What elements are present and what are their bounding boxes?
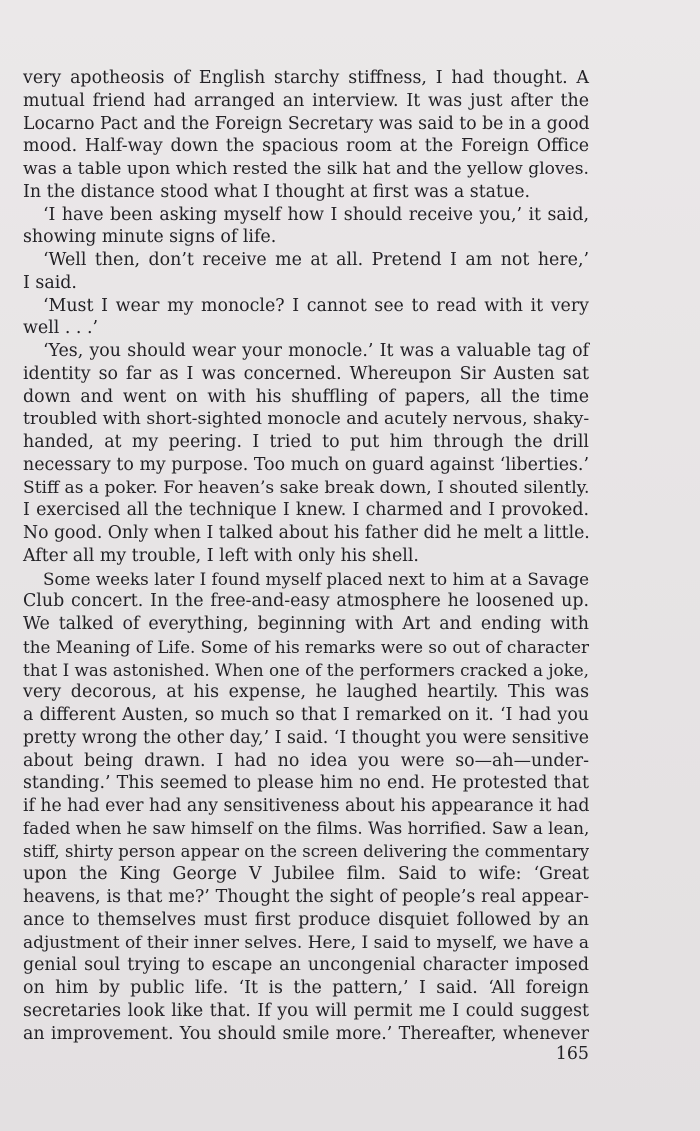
text-line: ‘Well then, don’t receive me at all. Pretend I am not here,’ (43, 250, 589, 270)
text-line: well . . .’ (23, 318, 98, 339)
text-line: very apotheosis of English starchy stiffness, I had thought. A (23, 68, 589, 88)
text-line: Club concert. In the free-and-easy atmosphere he loosened up. (23, 591, 589, 612)
text-line: In the distance stood what I thought at first was a statue. (23, 181, 531, 202)
text-line: an improvement. You should smile more.’ Thereafter, whenever (23, 1023, 589, 1044)
text-line: a different Austen, so much so that I remarked on it. ‘I had you (23, 705, 589, 725)
text-line: heavens, is that me?’ Thought the sight of people’s real appear- (23, 887, 589, 907)
text-line: if he had ever had any sensitiveness about his appearance it had (23, 796, 590, 816)
text-line: genial soul trying to escape an uncongenial character imposed (23, 955, 589, 976)
text-line: mood. Half-way down the spacious room at the Foreign Office (23, 136, 589, 157)
text-line: Locarno Pact and the Foreign Secretary was said to be in a good (23, 113, 590, 134)
text-line: ‘Must I wear my monocle? I cannot see to read with it very (43, 295, 589, 316)
text-line: mutual friend had arranged an interview. It was just after the (23, 90, 589, 111)
text-line: standing.’ This seemed to please him no end. He protested that (23, 773, 589, 794)
text-line: very decorous, at his expense, he laughed heartily. This was (23, 682, 589, 703)
text-line: We talked of everything, beginning with Art and ending with (23, 614, 589, 634)
text-line: was a table upon which rested the silk hat and the yellow gloves. (23, 159, 589, 179)
text-line: No good. Only when I talked about his father did he melt a little. (23, 523, 590, 543)
text-line: necessary to my purpose. Too much on guard against ‘liberties.’ (23, 454, 589, 475)
text-line: After all my trouble, I left with only his shell. (23, 545, 419, 566)
text-line: on him by public life. ‘It is the pattern,’ I said. ‘All foreign (23, 978, 589, 998)
text-line: ance to themselves must first produce disquiet followed by an (23, 909, 589, 930)
text-line: ‘Yes, you should wear your monocle.’ It was a valuable tag of (43, 341, 589, 361)
text-line: I exercised all the technique I knew. I charmed and I provoked. (23, 500, 589, 521)
text-line: stiff, shirty person appear on the screen delivering the commentary (23, 841, 589, 861)
text-line: upon the King George V Jubilee film. Said to wife: ‘Great (23, 864, 589, 885)
page-number: 165 (555, 1044, 589, 1064)
text-line: the Meaning of Life. Some of his remarks were so out of character (23, 636, 590, 657)
text-line: down and went on with his shuffling of papers, all the time (23, 386, 589, 407)
text-line: Some weeks later I found myself placed next to him at a Savage (43, 568, 589, 589)
text-line: that I was astonished. When one of the performers cracked a joke, (23, 659, 589, 680)
text-line: faded when he saw himself on the films. Was horrified. Saw a lean, (23, 818, 590, 838)
text-line: troubled with short-sighted monocle and acutely nervous, shaky- (23, 409, 590, 430)
text-line: about being drawn. I had no idea you were so—ah—under- (23, 750, 589, 771)
text-line: identity so far as I was concerned. Whereupon Sir Austen sat (23, 363, 589, 384)
text-line: handed, at my peering. I tried to put him through the drill (23, 432, 589, 452)
body-text (23, 67, 589, 1045)
text-line: showing minute signs of life. (23, 227, 277, 248)
text-line: I said. (23, 272, 77, 293)
text-line: secretaries look like that. If you will permit me I could suggest (23, 1000, 589, 1021)
text-line: ‘I have been asking myself how I should receive you,’ it said, (43, 204, 589, 225)
text-line: adjustment of their inner selves. Here, I said to myself, we have a (23, 932, 589, 953)
text-line: pretty wrong the other day,’ I said. ‘I thought you were sensitive (23, 727, 589, 748)
text-line: Stiff as a poker. For heaven’s sake break down, I shouted silently. (23, 477, 590, 498)
